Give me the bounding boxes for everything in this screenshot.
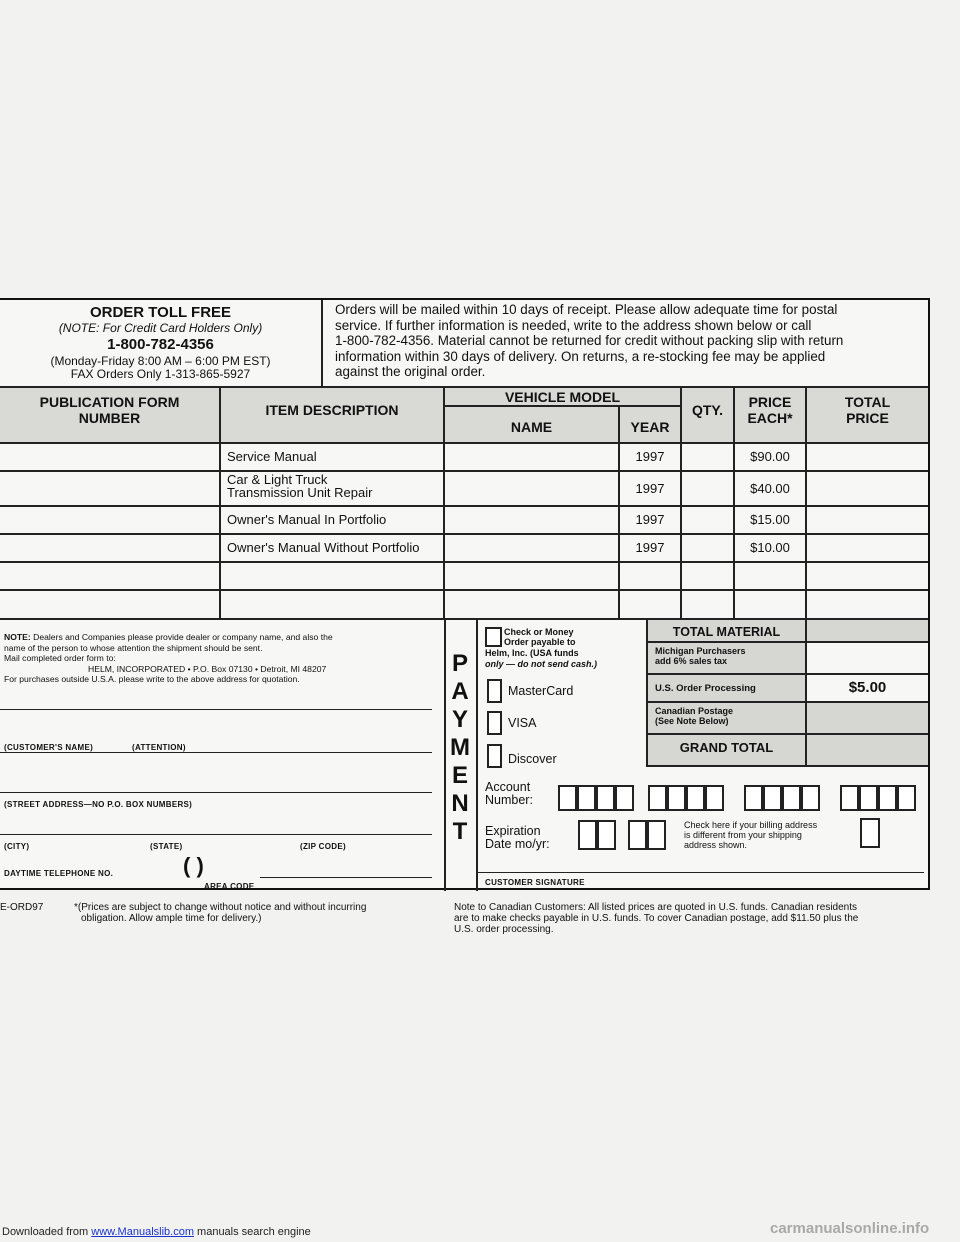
billing-different-label: Check here if your billing address bbox=[684, 820, 818, 830]
shipping-notice bbox=[335, 302, 925, 380]
row-line bbox=[0, 589, 928, 591]
header-qty: QTY. bbox=[691, 402, 724, 418]
outside-usa-note: For purchases outside U.S.A. please write to the above address for quotation. bbox=[4, 674, 300, 685]
totals-row-line bbox=[648, 733, 928, 735]
payment-letter: Y bbox=[451, 706, 468, 733]
account-number-label: Account bbox=[485, 780, 531, 794]
dealer-note bbox=[4, 632, 440, 685]
payment-letter: M bbox=[450, 734, 470, 761]
address-line bbox=[0, 709, 432, 710]
header-year: YEAR bbox=[630, 419, 670, 435]
payment-letter-border bbox=[476, 619, 478, 891]
billing-different-checkbox[interactable] bbox=[860, 818, 880, 848]
prices-note: obligation. Allow ample time for delivery.) bbox=[81, 913, 262, 924]
top-divider bbox=[321, 300, 323, 387]
canadian-note: are to make checks payable in U.S. funds. To cover Canadian postage, add $11.50 plus the bbox=[454, 913, 859, 924]
check-money-order-label: Helm, Inc. (USA funds bbox=[485, 648, 579, 658]
notice-line: information within 30 days of delivery. On returns, a re-stocking fee may be applied bbox=[335, 348, 826, 364]
customer-signature-label: CUSTOMER SIGNATURE bbox=[485, 878, 585, 887]
helm-address: HELM, INCORPORATED • P.O. Box 07130 • Detroit, MI 48207 bbox=[88, 663, 327, 674]
row-line bbox=[0, 442, 928, 444]
notice-line: Orders will be mailed within 10 days of receipt. Please allow adequate time for postal bbox=[335, 302, 838, 317]
canadian-postage-label: Canadian Postage bbox=[655, 706, 734, 716]
address-line bbox=[0, 834, 432, 835]
header-name: NAME bbox=[510, 419, 553, 435]
us-processing-value: $5.00 bbox=[848, 679, 887, 696]
address-line bbox=[0, 752, 432, 753]
us-processing-label: U.S. Order Processing bbox=[655, 683, 756, 694]
manualslib-link[interactable]: www.Manualslib.com bbox=[91, 1226, 194, 1238]
order-phone: 1-800-782-4356 bbox=[107, 336, 214, 353]
customer-name-field[interactable] bbox=[0, 732, 432, 742]
area-code-parens[interactable]: ( ) bbox=[183, 853, 204, 878]
row-description: Owner's Manual Without Portfolio bbox=[227, 540, 420, 555]
header-total: TOTAL bbox=[844, 394, 891, 410]
vehicle-model-underline bbox=[443, 405, 681, 407]
area-code-label: AREA CODE bbox=[204, 882, 255, 891]
dealer-note-line2: name of the person to whose attention the shipment should be sent. bbox=[4, 642, 263, 653]
michigan-label: add 6% sales tax bbox=[655, 656, 728, 666]
check-money-order-label: only — do not send cash.) bbox=[485, 659, 598, 669]
state-label: (STATE) bbox=[150, 842, 183, 851]
street-address-field[interactable] bbox=[0, 776, 432, 792]
row-description: Car & Light Truck bbox=[227, 472, 328, 487]
payment-letter: E bbox=[451, 762, 468, 789]
notice-line: service. If further information is needed, write to the address shown below or call bbox=[335, 317, 812, 333]
form-code: E-ORD97 bbox=[0, 902, 44, 913]
address-line bbox=[0, 792, 432, 793]
row-price: $40.00 bbox=[750, 481, 790, 496]
order-hours: (Monday-Friday 8:00 AM – 6:00 PM EST) bbox=[50, 354, 271, 368]
discover-label: Discover bbox=[508, 752, 557, 766]
check-money-order-label: Check or Money bbox=[504, 627, 574, 637]
row-description: Service Manual bbox=[227, 449, 317, 464]
dealer-note-line1: Dealers and Companies please provide dealer or company name, and also the bbox=[33, 632, 333, 642]
check-money-order-checkbox[interactable] bbox=[485, 627, 502, 647]
daytime-phone-label: DAYTIME TELEPHONE NO. bbox=[4, 869, 114, 878]
account-number-input[interactable] bbox=[558, 785, 920, 813]
street-address-label: (STREET ADDRESS—NO P.O. BOX NUMBERS) bbox=[4, 800, 193, 809]
check-money-order-label: Order payable to bbox=[504, 637, 576, 647]
city-state-zip-field[interactable] bbox=[0, 818, 432, 834]
row-price: $15.00 bbox=[750, 512, 790, 527]
header-vehicle-model: VEHICLE MODEL bbox=[504, 389, 621, 405]
michigan-label: Michigan Purchasers bbox=[655, 646, 746, 656]
payment-letter: A bbox=[451, 678, 469, 705]
total-material-label: TOTAL MATERIAL bbox=[672, 625, 781, 639]
row-year: 1997 bbox=[635, 540, 665, 555]
prices-note: *(Prices are subject to change without notice and without incurring bbox=[74, 902, 367, 913]
dealer-note-line3: Mail completed order form to: bbox=[4, 653, 116, 664]
signature-line bbox=[478, 872, 924, 873]
row-price: $90.00 bbox=[750, 449, 790, 464]
canadian-note: U.S. order processing. bbox=[454, 924, 554, 935]
payment-letter: P bbox=[451, 650, 468, 677]
payment-letter: N bbox=[451, 790, 469, 817]
download-watermark: Downloaded from www.Manualslib.com manuals search engine bbox=[2, 1226, 311, 1238]
city-label: (CITY) bbox=[4, 842, 30, 851]
order-toll-free-note: (NOTE: For Credit Card Holders Only) bbox=[58, 321, 263, 335]
header-pub-form: PUBLICATION FORM bbox=[39, 394, 180, 410]
row-line bbox=[0, 470, 928, 472]
fax-orders: FAX Orders Only 1-313-865-5927 bbox=[70, 367, 251, 381]
col-line bbox=[680, 387, 682, 619]
row-price: $10.00 bbox=[750, 540, 790, 555]
expiration-label: Expiration bbox=[485, 824, 541, 838]
header-total-price: PRICE bbox=[846, 410, 889, 426]
order-form bbox=[0, 298, 930, 890]
col-line bbox=[219, 387, 221, 619]
canadian-note: Note to Canadian Customers: All listed prices are quoted in U.S. funds. Canadian residents bbox=[454, 902, 857, 913]
row-year: 1997 bbox=[635, 449, 665, 464]
dealer-note-label: NOTE: bbox=[4, 632, 31, 642]
row-year: 1997 bbox=[635, 481, 665, 496]
discover-checkbox[interactable] bbox=[487, 744, 502, 768]
header-each: EACH* bbox=[747, 410, 793, 426]
notice-line: against the original order. bbox=[335, 364, 486, 379]
billing-different-label: address shown. bbox=[684, 840, 748, 850]
billing-different-label: is different from your shipping bbox=[684, 830, 802, 840]
notice-line: 1-800-782-4356. Material cannot be returned for credit without packing slip with return bbox=[335, 333, 844, 348]
payment-left-border bbox=[444, 619, 446, 891]
totals-bottom-border bbox=[646, 765, 928, 767]
row-description: Owner's Manual In Portfolio bbox=[227, 512, 387, 527]
phone-line bbox=[260, 877, 432, 878]
row-description-line2: Transmission Unit Repair bbox=[227, 485, 373, 500]
header-price: PRICE bbox=[748, 394, 792, 410]
row-line bbox=[0, 505, 928, 507]
visa-label: VISA bbox=[508, 716, 537, 730]
row-year: 1997 bbox=[635, 512, 665, 527]
header-item-description: ITEM DESCRIPTION bbox=[265, 402, 399, 418]
row-line bbox=[0, 561, 928, 563]
mastercard-label: MasterCard bbox=[508, 684, 574, 698]
grand-total-label: GRAND TOTAL bbox=[679, 740, 774, 755]
customer-signature-field[interactable] bbox=[478, 856, 924, 872]
totals-row-line bbox=[648, 701, 928, 703]
row-line bbox=[0, 533, 928, 535]
customer-name-label: (CUSTOMER'S NAME) bbox=[4, 743, 94, 752]
payment-letter: T bbox=[452, 818, 468, 845]
mastercard-checkbox[interactable] bbox=[487, 679, 502, 703]
header-bottom-line bbox=[0, 386, 928, 388]
expiration-date-input[interactable] bbox=[578, 820, 670, 850]
michigan-tax-field[interactable] bbox=[807, 643, 928, 673]
attention-label: (ATTENTION) bbox=[132, 743, 186, 752]
order-toll-free-title: ORDER TOLL FREE bbox=[89, 304, 232, 321]
canadian-postage-label: (See Note Below) bbox=[655, 716, 729, 726]
zip-label: (ZIP CODE) bbox=[300, 842, 346, 851]
account-number-label: Number: bbox=[485, 793, 533, 807]
site-watermark: carmanualsonline.info bbox=[770, 1220, 930, 1237]
expiration-label: Date mo/yr: bbox=[485, 837, 550, 851]
header-pub-number: NUMBER bbox=[78, 410, 141, 426]
visa-checkbox[interactable] bbox=[487, 711, 502, 735]
